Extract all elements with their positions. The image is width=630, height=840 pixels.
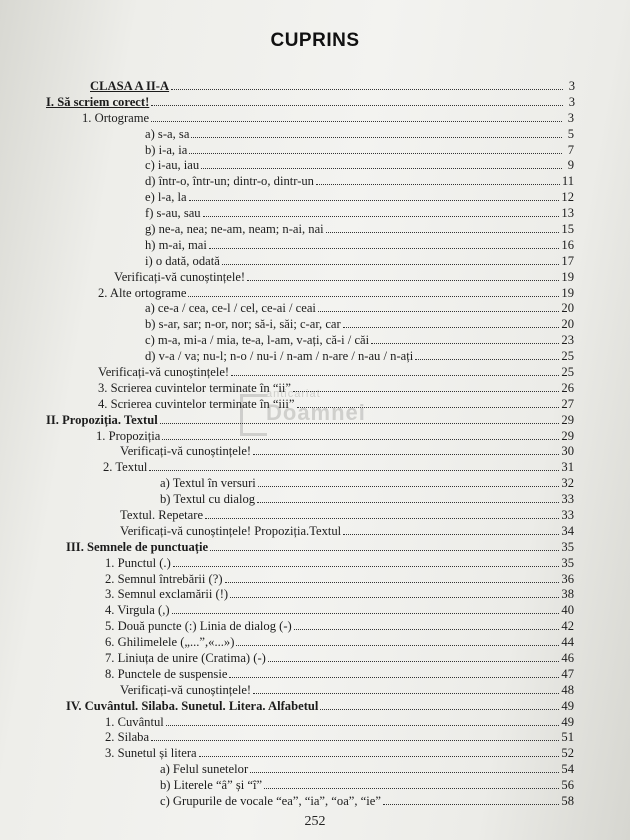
toc-entry-page: 33 [561,508,574,522]
toc-entry-page: 26 [561,380,574,395]
watermark-line-1: anticariat [266,388,321,400]
toc-entry-text: a) Textul în versuri [160,476,256,491]
toc-entry-text: c) m-a, mi-a / mia, te-a, l-am, v-ați, că-i / căi [145,333,370,348]
toc-leader-dots [199,756,560,757]
toc-entry-text: 3. Sunetul și litera [105,746,197,761]
toc-entry-subsection [145,331,574,347]
toc-entry-text: 8. Punctele de suspensie [105,666,228,681]
toc-entry-review [120,442,574,458]
page-number: 252 [304,814,326,829]
toc-leader-dots [189,153,562,154]
toc-entry-page: 35 [561,555,574,570]
toc-entry-page: 56 [561,778,574,793]
toc-entry-section [82,109,574,125]
toc-entry-page: 29 [561,428,574,443]
toc-entry-page: 31 [561,460,574,475]
toc-leader-dots [343,327,560,328]
toc-entry-chapter [46,93,575,109]
toc-entry-page: 52 [561,746,574,761]
toc-entry-section [105,633,574,649]
toc-entry-review [120,681,574,697]
toc-entry-text: Verificați-vă cunoștințele! Propoziția.Textul [120,523,342,538]
toc-leader-dots [151,121,562,122]
toc-entry-page: 17 [561,253,574,268]
toc-entry-text: b) Literele “â” și “î” [160,778,263,793]
toc-entry-subsection [160,474,574,490]
toc-leader-dots [247,280,559,281]
toc-entry-page: 48 [561,682,574,697]
toc-entry-page: 16 [561,237,574,252]
toc-entry-text: 1. Propoziția [96,428,161,443]
toc-entry-text: a) s-a, sa [145,126,190,141]
toc-entry-chapter [66,538,574,554]
toc-entry-text: c) Grupurile de vocale “ea”, “ia”, “oa”, “ie” [160,794,381,808]
toc-entry-page: 58 [561,794,574,808]
toc-entry-subsection [160,760,574,776]
toc-entry-page: 33 [561,492,574,507]
toc-entry-text: 1. Punctul (.) [105,555,171,570]
toc-leader-dots [203,216,560,217]
toc-entry-page: 25 [561,365,574,379]
toc-entry-subsection [145,125,574,141]
toc-entry-page: 15 [561,222,574,236]
toc-entry-text: I. Să scriem corect! [46,94,150,109]
toc-entry-page: 54 [561,762,574,777]
toc-entry-text: b) i-a, ia [145,142,188,157]
toc-entry-section [105,728,574,744]
toc-leader-dots [371,343,559,344]
toc-entry-text: d) v-a / va; nu-l; n-o / nu-i / n-am / n-are / n-au / n-ați [145,349,414,364]
toc-entry-section [105,570,574,586]
toc-entry-page: 47 [561,666,574,681]
toc-leader-dots [171,89,563,90]
toc-leader-dots [415,359,559,360]
toc-entry-section [120,506,574,522]
toc-leader-dots [250,772,559,773]
toc-entry-page: 40 [561,603,574,618]
toc-entry-page: 30 [561,444,574,459]
toc-leader-dots [326,232,560,233]
toc-leader-dots [316,184,560,185]
toc-leader-dots [149,470,559,471]
toc-leader-dots [293,391,559,392]
toc-entry-page: 29 [561,412,574,427]
toc-entry-text: 2. Alte ortograme [98,285,187,300]
toc-leader-dots [343,534,559,535]
toc-entry-subsection [145,204,574,220]
toc-entry-section [105,713,574,729]
toc-entry-text: c) i-au, iau [145,158,200,173]
toc-entry-text: i) o dată, odată [145,253,220,268]
toc-entry-page: 49 [561,714,574,729]
toc-entry-subsection [145,252,574,268]
page-title: CUPRINS [270,30,360,51]
toc-entry-subsection [145,141,574,157]
toc-entry-text: 3. Scrierea cuvintelor terminate în “ii” [98,380,292,395]
toc-leader-dots [229,677,559,678]
toc-leader-dots [257,502,559,503]
toc-leader-dots [383,804,559,805]
toc-leader-dots [236,645,559,646]
toc-entry-page: 25 [561,349,574,364]
toc-entry-text: CLASA A II-A [90,79,170,93]
toc-entry-page: 38 [561,587,574,602]
toc-entry-subsection [145,315,574,331]
toc-leader-dots [320,709,559,710]
toc-entry-text: 3. Semnul exclamării (!) [105,587,229,602]
toc-entry-text: e) l-a, la [145,190,187,205]
toc-entry-page: 9 [567,158,574,173]
toc-entry-chapter [46,411,574,427]
toc-leader-dots [173,566,560,567]
toc-entry-text: d) într-o, într-un; dintr-o, dintr-un [145,174,314,189]
toc-entry-section [103,458,574,474]
toc-entry-section [96,427,574,443]
toc-entry-text: 2. Textul [103,460,148,475]
toc-leader-dots [258,486,560,487]
toc-entry-page: 3 [567,110,574,125]
toc-entry-review [98,363,574,379]
toc-entry-page: 3 [568,79,575,93]
toc-entry-page: 27 [561,396,574,411]
toc-entry-page: 46 [561,651,574,665]
toc-leader-dots [189,200,560,201]
toc-entry-subsection [145,172,574,188]
toc-entry-text: b) s-ar, sar; n-or, nor; să-i, săi; c-ar, car [145,317,341,332]
toc-leader-dots [201,168,562,169]
toc-entry-text: 4. Virgula (,) [105,603,170,618]
toc-entry-section [98,379,574,395]
toc-leader-dots [209,248,560,249]
toc-leader-dots [160,423,560,424]
toc-entry-subsection [145,299,574,315]
toc-entry-page: 12 [561,190,574,205]
toc-entry-subsection [145,156,574,172]
toc-entry-section [105,585,574,601]
toc-leader-dots [188,296,559,297]
toc-entry-text: b) Textul cu dialog [160,492,256,507]
toc-entry-page: 20 [561,301,574,316]
toc-entry-page: 49 [561,698,574,713]
toc-leader-dots [205,518,559,519]
toc-entry-subsection [145,188,574,204]
toc-entry-page: 19 [561,269,574,284]
toc-leader-dots [166,725,560,726]
toc-entry-subsection [160,776,574,792]
toc-entry-page: 34 [561,523,574,538]
toc-entry-section [105,744,574,760]
toc-entry-text: 1. Cuvântul [105,714,164,729]
toc-leader-dots [151,740,559,741]
toc-entry-review [120,522,574,538]
toc-entry-page: 11 [561,174,574,189]
toc-entry-text: Verificați-vă cunoștințele! [120,682,252,697]
toc-entry-subsection [145,347,574,363]
toc-leader-dots [264,788,559,789]
toc-entry-text: II. Propoziția. Textul [46,412,158,427]
toc-leader-dots [162,439,559,440]
toc-entry-chapter [66,697,574,713]
toc-leader-dots [172,613,560,614]
toc-entry-page: 19 [561,285,574,300]
toc-entry-text: a) ce-a / cea, ce-l / cel, ce-ai / ceai [145,301,316,316]
toc-leader-dots [151,105,563,106]
toc-entry-level-title [90,77,575,93]
toc-leader-dots [225,582,560,583]
toc-leader-dots [253,454,559,455]
toc-entry-page: 44 [561,635,574,650]
toc-entry-section [98,284,574,300]
toc-entry-subsection [160,792,574,808]
toc-entry-section [105,554,574,570]
toc-leader-dots [230,597,559,598]
toc-entry-text: 4. Scrierea cuvintelor terminate în “iii” [98,396,295,411]
toc-entry-page: 20 [561,317,574,332]
toc-entry-text: 5. Două puncte (:) Linia de dialog (-) [105,619,292,634]
toc-entry-subsection [145,236,574,252]
toc-entry-page: 51 [561,730,574,745]
toc-entry-page: 32 [561,476,574,491]
toc-entry-section [105,601,574,617]
toc-leader-dots [268,661,560,662]
toc-entry-page: 42 [561,619,574,634]
toc-entry-text: g) ne-a, nea; ne-am, neam; n-ai, nai [145,222,324,236]
toc-entry-text: Textul. Repetare [120,508,204,522]
toc-entry-text: h) m-ai, mai [145,237,207,252]
toc-entry-text: 2. Semnul întrebării (?) [105,571,223,586]
toc-entry-text: III. Semnele de punctuație [66,539,209,554]
toc-leader-dots [210,550,559,551]
toc-leader-dots [231,375,559,376]
toc-entry-page: 23 [561,333,574,348]
toc-entry-text: 6. Ghilimelele („...”,«...») [105,635,235,650]
toc-entry-section [105,665,574,681]
toc-leader-dots [222,264,560,265]
toc-entry-text: Verificați-vă cunoștințele! [114,269,246,284]
toc-entry-section [105,617,574,633]
toc-entry-text: Verificați-vă cunoștințele! [120,444,252,459]
toc-entry-text: a) Felul sunetelor [160,762,249,777]
toc-entry-section [98,395,574,411]
toc-entry-section [105,649,574,665]
toc-leader-dots [191,137,562,138]
toc-entry-page: 36 [561,571,574,586]
toc-entry-text: IV. Cuvântul. Silaba. Sunetul. Litera. Alfabetul [66,698,319,713]
toc-entry-page: 5 [567,126,574,141]
toc-entry-page: 13 [561,206,574,221]
toc-leader-dots [297,407,560,408]
toc-entry-text: 1. Ortograme [82,110,150,125]
toc-entry-text: Verificați-vă cunoștințele! [98,365,230,379]
toc-entry-text: 7. Liniuța de unire (Cratima) (-) [105,651,266,665]
toc-entry-review [114,268,574,284]
toc-entry-page: 7 [567,142,574,157]
toc-entry-text: f) s-au, sau [145,206,201,221]
toc-entry-subsection [160,490,574,506]
toc-leader-dots [253,693,559,694]
toc-entry-subsection [145,220,574,236]
watermark-line-2: Doamnei [266,400,366,425]
toc-leader-dots [318,311,559,312]
toc-entry-text: 2. Silaba [105,730,150,745]
toc-entry-page: 35 [561,539,574,554]
toc-entry-page: 3 [568,94,575,109]
toc-leader-dots [294,629,560,630]
